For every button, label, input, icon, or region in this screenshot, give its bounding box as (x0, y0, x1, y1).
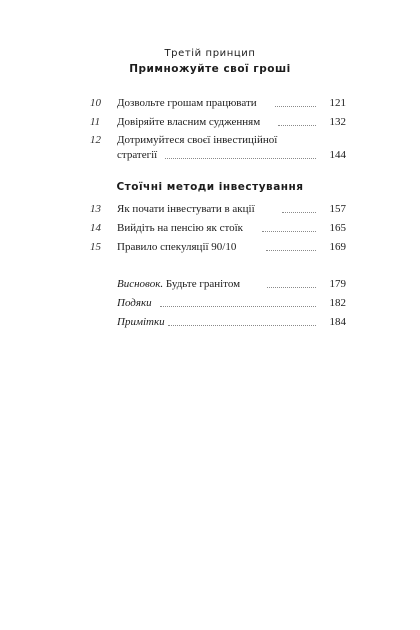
part-title: Стоїчні методи інвестування (116, 181, 304, 193)
back-matter-title-italic: Висновок. (117, 278, 164, 290)
page-number: 169 (329, 241, 346, 253)
back-matter-title (117, 315, 165, 329)
page-number: 157 (329, 203, 346, 215)
page-number: 132 (329, 116, 346, 128)
chapter-title: Дозвольте грошам працювати (117, 97, 257, 109)
toc-entry[interactable] (90, 133, 346, 163)
chapter-title: Вийдіть на пенсію як стоїк (117, 222, 244, 234)
page-number: 121 (329, 97, 346, 109)
chapter-number: 12 (90, 134, 101, 146)
dot-leader (282, 212, 316, 213)
dot-leader (266, 250, 316, 251)
back-matter-title-italic: Подяки (117, 297, 152, 309)
dot-leader (168, 325, 316, 326)
back-matter-title (117, 296, 152, 310)
chapter-title-line1: Дотримуйтеся своєї інвестиційної (117, 134, 278, 146)
page-number: 182 (329, 297, 346, 309)
dot-leader (160, 306, 316, 307)
chapter-number: 10 (90, 97, 101, 109)
dot-leader (278, 125, 316, 126)
page-number: 144 (329, 149, 346, 161)
back-matter-title (117, 277, 240, 291)
part-label: Третій принцип (164, 48, 256, 59)
chapter-title: Як почати інвестувати в акції (117, 203, 255, 215)
chapter-number: 14 (90, 222, 101, 234)
dot-leader (275, 106, 316, 107)
chapter-number: 11 (90, 116, 101, 128)
back-matter-title-rest: Будьте гранітом (163, 278, 241, 290)
dot-leader (267, 287, 316, 288)
page-number: 165 (329, 222, 346, 234)
part-title: Примножуйте свої гроші (129, 63, 291, 75)
chapter-title: Довіряйте власним судженням (117, 116, 261, 128)
chapter-title-line2: стратегії (117, 149, 158, 161)
chapter-number: 15 (90, 241, 101, 253)
back-matter-title-italic: Примітки (117, 316, 165, 328)
chapter-title: Правило спекуляції 90/10 (117, 241, 237, 253)
chapter-number: 13 (90, 203, 101, 215)
page-number: 184 (329, 316, 346, 328)
dot-leader (262, 231, 316, 232)
page-number: 179 (329, 278, 346, 290)
dot-leader (165, 158, 316, 159)
